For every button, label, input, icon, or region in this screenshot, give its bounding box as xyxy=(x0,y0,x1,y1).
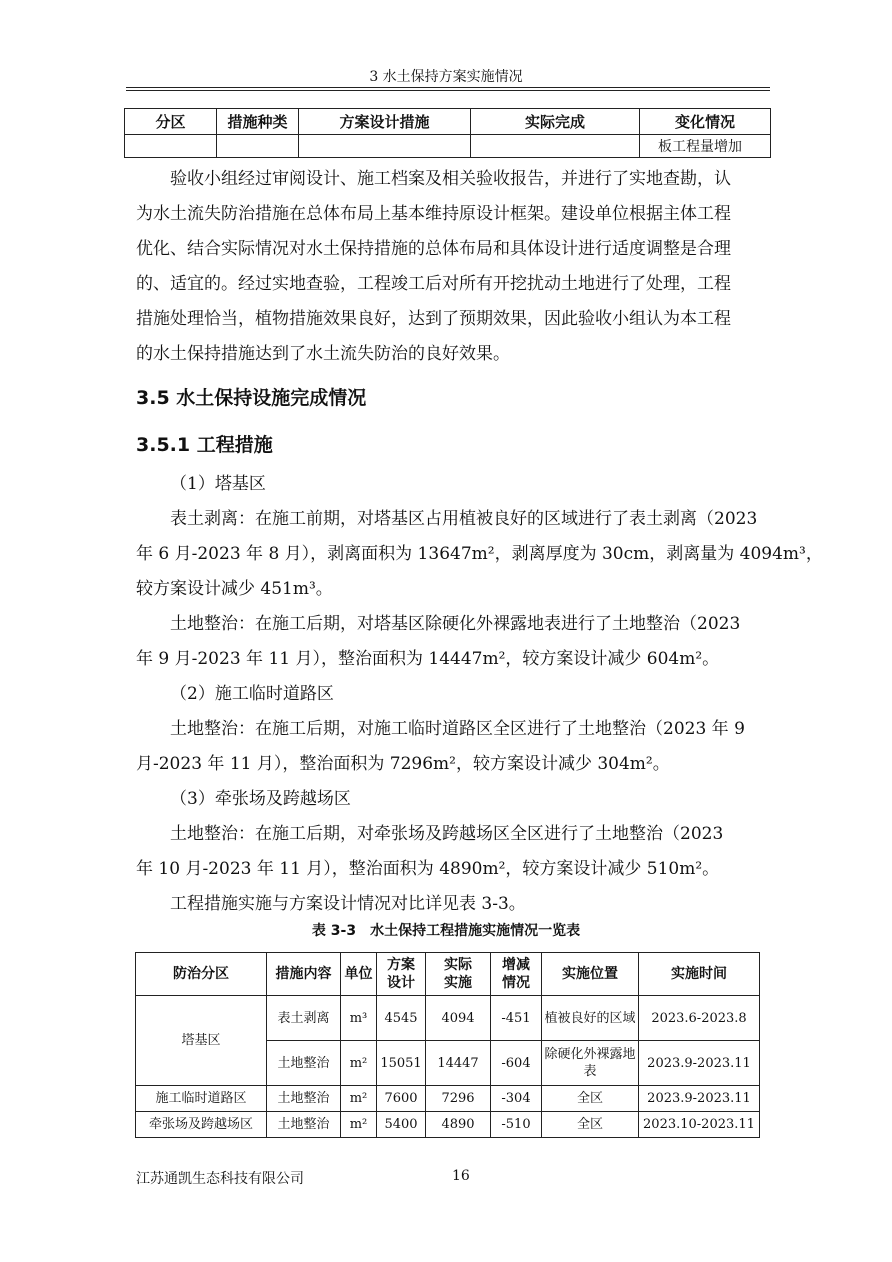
text-line: 土地整治：在施工后期，对牵张场及跨越场区全区进行了土地整治（2023 xyxy=(170,824,724,844)
header-cell: 措施种类 xyxy=(217,109,299,135)
zone-paragraph xyxy=(136,712,759,782)
running-header: 3 水土保持方案实施情况 xyxy=(369,69,523,85)
text-line: 年 6 月-2023 年 8 月），剥离面积为 13647m²，剥离厚度为 30cm，剥离量为 4094m³， xyxy=(136,544,823,564)
measures-table xyxy=(135,952,760,1138)
header-text: 措施内容 xyxy=(275,966,332,982)
unit-cell: m³ xyxy=(341,996,377,1041)
header-cell: 分区 xyxy=(125,109,217,135)
actual-cell: 7296 xyxy=(426,1086,491,1112)
location-cell: 全区 xyxy=(542,1086,639,1112)
actual-cell: 4890 xyxy=(426,1112,491,1138)
change-cell: -510 xyxy=(491,1112,542,1138)
table-row xyxy=(136,1086,760,1112)
text-line: 年 9 月-2023 年 11 月），整治面积为 14447m²，较方案设计减少 604m²。 xyxy=(136,649,720,669)
text-line: 月-2023 年 11 月），整治面积为 7296m²，较方案设计减少 304m²。 xyxy=(136,754,670,774)
text-line: 年 10 月-2023 年 11 月），整治面积为 4890m²，较方案设计减少 510m²。 xyxy=(136,859,720,879)
text-line: 的水土保持措施达到了水土流失防治的良好效果。 xyxy=(136,344,510,364)
table-reference-text: 工程措施实施与方案设计情况对比详见表 3-3。 xyxy=(170,894,526,914)
zone-paragraph xyxy=(136,502,823,607)
table-row xyxy=(136,996,760,1041)
zone-paragraph xyxy=(136,607,759,677)
zone-cell: 塔基区 xyxy=(136,996,267,1086)
measure-cell: 表土剥离 xyxy=(267,996,341,1041)
text-line: 较方案设计减少 451m³。 xyxy=(136,579,333,599)
change-cell: -304 xyxy=(491,1086,542,1112)
actual-cell: 14447 xyxy=(426,1041,491,1086)
text-line: 的、适宜的。经过实地查验，工程竣工后对所有开挖扰动土地进行了处理，工程 xyxy=(136,274,731,294)
header-rule xyxy=(126,87,770,88)
footer-company: 江苏通凯生态科技有限公司 xyxy=(136,1171,304,1187)
period-cell: 2023.6-2023.8 xyxy=(639,996,760,1041)
header-cell xyxy=(341,953,377,996)
text-line: 优化、结合实际情况对水土保持措施的总体布局和具体设计进行适度调整是合理 xyxy=(136,239,731,259)
zone-heading: （2）施工临时道路区 xyxy=(170,684,334,704)
planned-cell: 7600 xyxy=(377,1086,426,1112)
unit-cell: m² xyxy=(341,1041,377,1086)
table-row xyxy=(125,135,771,158)
header-text: 实际 xyxy=(444,957,472,973)
header-text: 设计 xyxy=(387,975,415,991)
header-text: 实施位置 xyxy=(562,966,618,982)
header-cell: 实际完成 xyxy=(471,109,640,135)
table-row xyxy=(136,1112,760,1138)
subsection-heading: 3.5.1 工程措施 xyxy=(136,434,273,456)
unit-cell: m² xyxy=(341,1112,377,1138)
change-cell: -604 xyxy=(491,1041,542,1086)
measure-cell: 土地整治 xyxy=(267,1086,341,1112)
measure-cell: 土地整治 xyxy=(267,1112,341,1138)
header-cell xyxy=(377,953,426,996)
zone-paragraph xyxy=(136,817,759,887)
page-number: 16 xyxy=(452,1168,470,1184)
text-line: 为水土流失防治措施在总体布局上基本维持原设计框架。建设单位根据主体工程 xyxy=(136,204,731,224)
header-cell: 变化情况 xyxy=(640,109,771,135)
header-text: 单位 xyxy=(344,966,373,982)
table-cell: 板工程量增加 xyxy=(640,135,771,158)
header-text: 方案 xyxy=(387,957,415,973)
zone-heading: （3）牵张场及跨越场区 xyxy=(170,789,351,809)
header-cell xyxy=(542,953,639,996)
text-line: 土地整治：在施工后期，对施工临时道路区全区进行了土地整治（2023 年 9 xyxy=(170,719,745,739)
table-cell xyxy=(299,135,471,158)
header-text: 增减 xyxy=(502,957,530,973)
location-cell: 全区 xyxy=(542,1112,639,1138)
header-cell: 方案设计措施 xyxy=(299,109,471,135)
header-rule xyxy=(126,90,770,91)
header-text: 实施时间 xyxy=(671,966,727,982)
period-cell: 2023.10-2023.11 xyxy=(639,1112,760,1138)
text-line: 土地整治：在施工后期，对塔基区除硬化外裸露地表进行了土地整治（2023 xyxy=(170,614,741,634)
header-text: 情况 xyxy=(502,975,530,991)
header-cell xyxy=(136,953,267,996)
measure-cell: 土地整治 xyxy=(267,1041,341,1086)
continued-table xyxy=(124,108,771,158)
zone-cell: 施工临时道路区 xyxy=(136,1086,267,1112)
header-text: 防治分区 xyxy=(173,966,229,982)
zone-heading: （1）塔基区 xyxy=(170,474,266,494)
continued-table-header-row xyxy=(125,109,771,135)
section-heading: 3.5 水土保持设施完成情况 xyxy=(136,387,367,409)
location-cell: 植被良好的区域 xyxy=(542,996,639,1041)
table-cell xyxy=(125,135,217,158)
header-cell xyxy=(426,953,491,996)
table-caption: 表 3-3 水土保持工程措施实施情况一览表 xyxy=(311,923,581,939)
header-cell xyxy=(639,953,760,996)
header-text: 实施 xyxy=(444,975,472,991)
header-cell xyxy=(267,953,341,996)
location-cell: 除硬化外裸露地表 xyxy=(542,1041,639,1086)
text-line: 表土剥离：在施工前期，对塔基区占用植被良好的区域进行了表土剥离（2023 xyxy=(170,509,758,529)
unit-cell: m² xyxy=(341,1086,377,1112)
change-cell: -451 xyxy=(491,996,542,1041)
text-line: 验收小组经过审阅设计、施工档案及相关验收报告，并进行了实地查勘，认 xyxy=(170,169,731,189)
period-cell: 2023.9-2023.11 xyxy=(639,1086,760,1112)
planned-cell: 5400 xyxy=(377,1112,426,1138)
zone-cell: 牵张场及跨越场区 xyxy=(136,1112,267,1138)
intro-paragraph xyxy=(136,162,759,372)
table-cell xyxy=(217,135,299,158)
planned-cell: 4545 xyxy=(377,996,426,1041)
actual-cell: 4094 xyxy=(426,996,491,1041)
header-cell xyxy=(491,953,542,996)
planned-cell: 15051 xyxy=(377,1041,426,1086)
text-line: 措施处理恰当，植物措施效果良好，达到了预期效果，因此验收小组认为本工程 xyxy=(136,309,731,329)
period-cell: 2023.9-2023.11 xyxy=(639,1041,760,1086)
measures-table-header-row xyxy=(136,953,760,996)
table-cell xyxy=(471,135,640,158)
